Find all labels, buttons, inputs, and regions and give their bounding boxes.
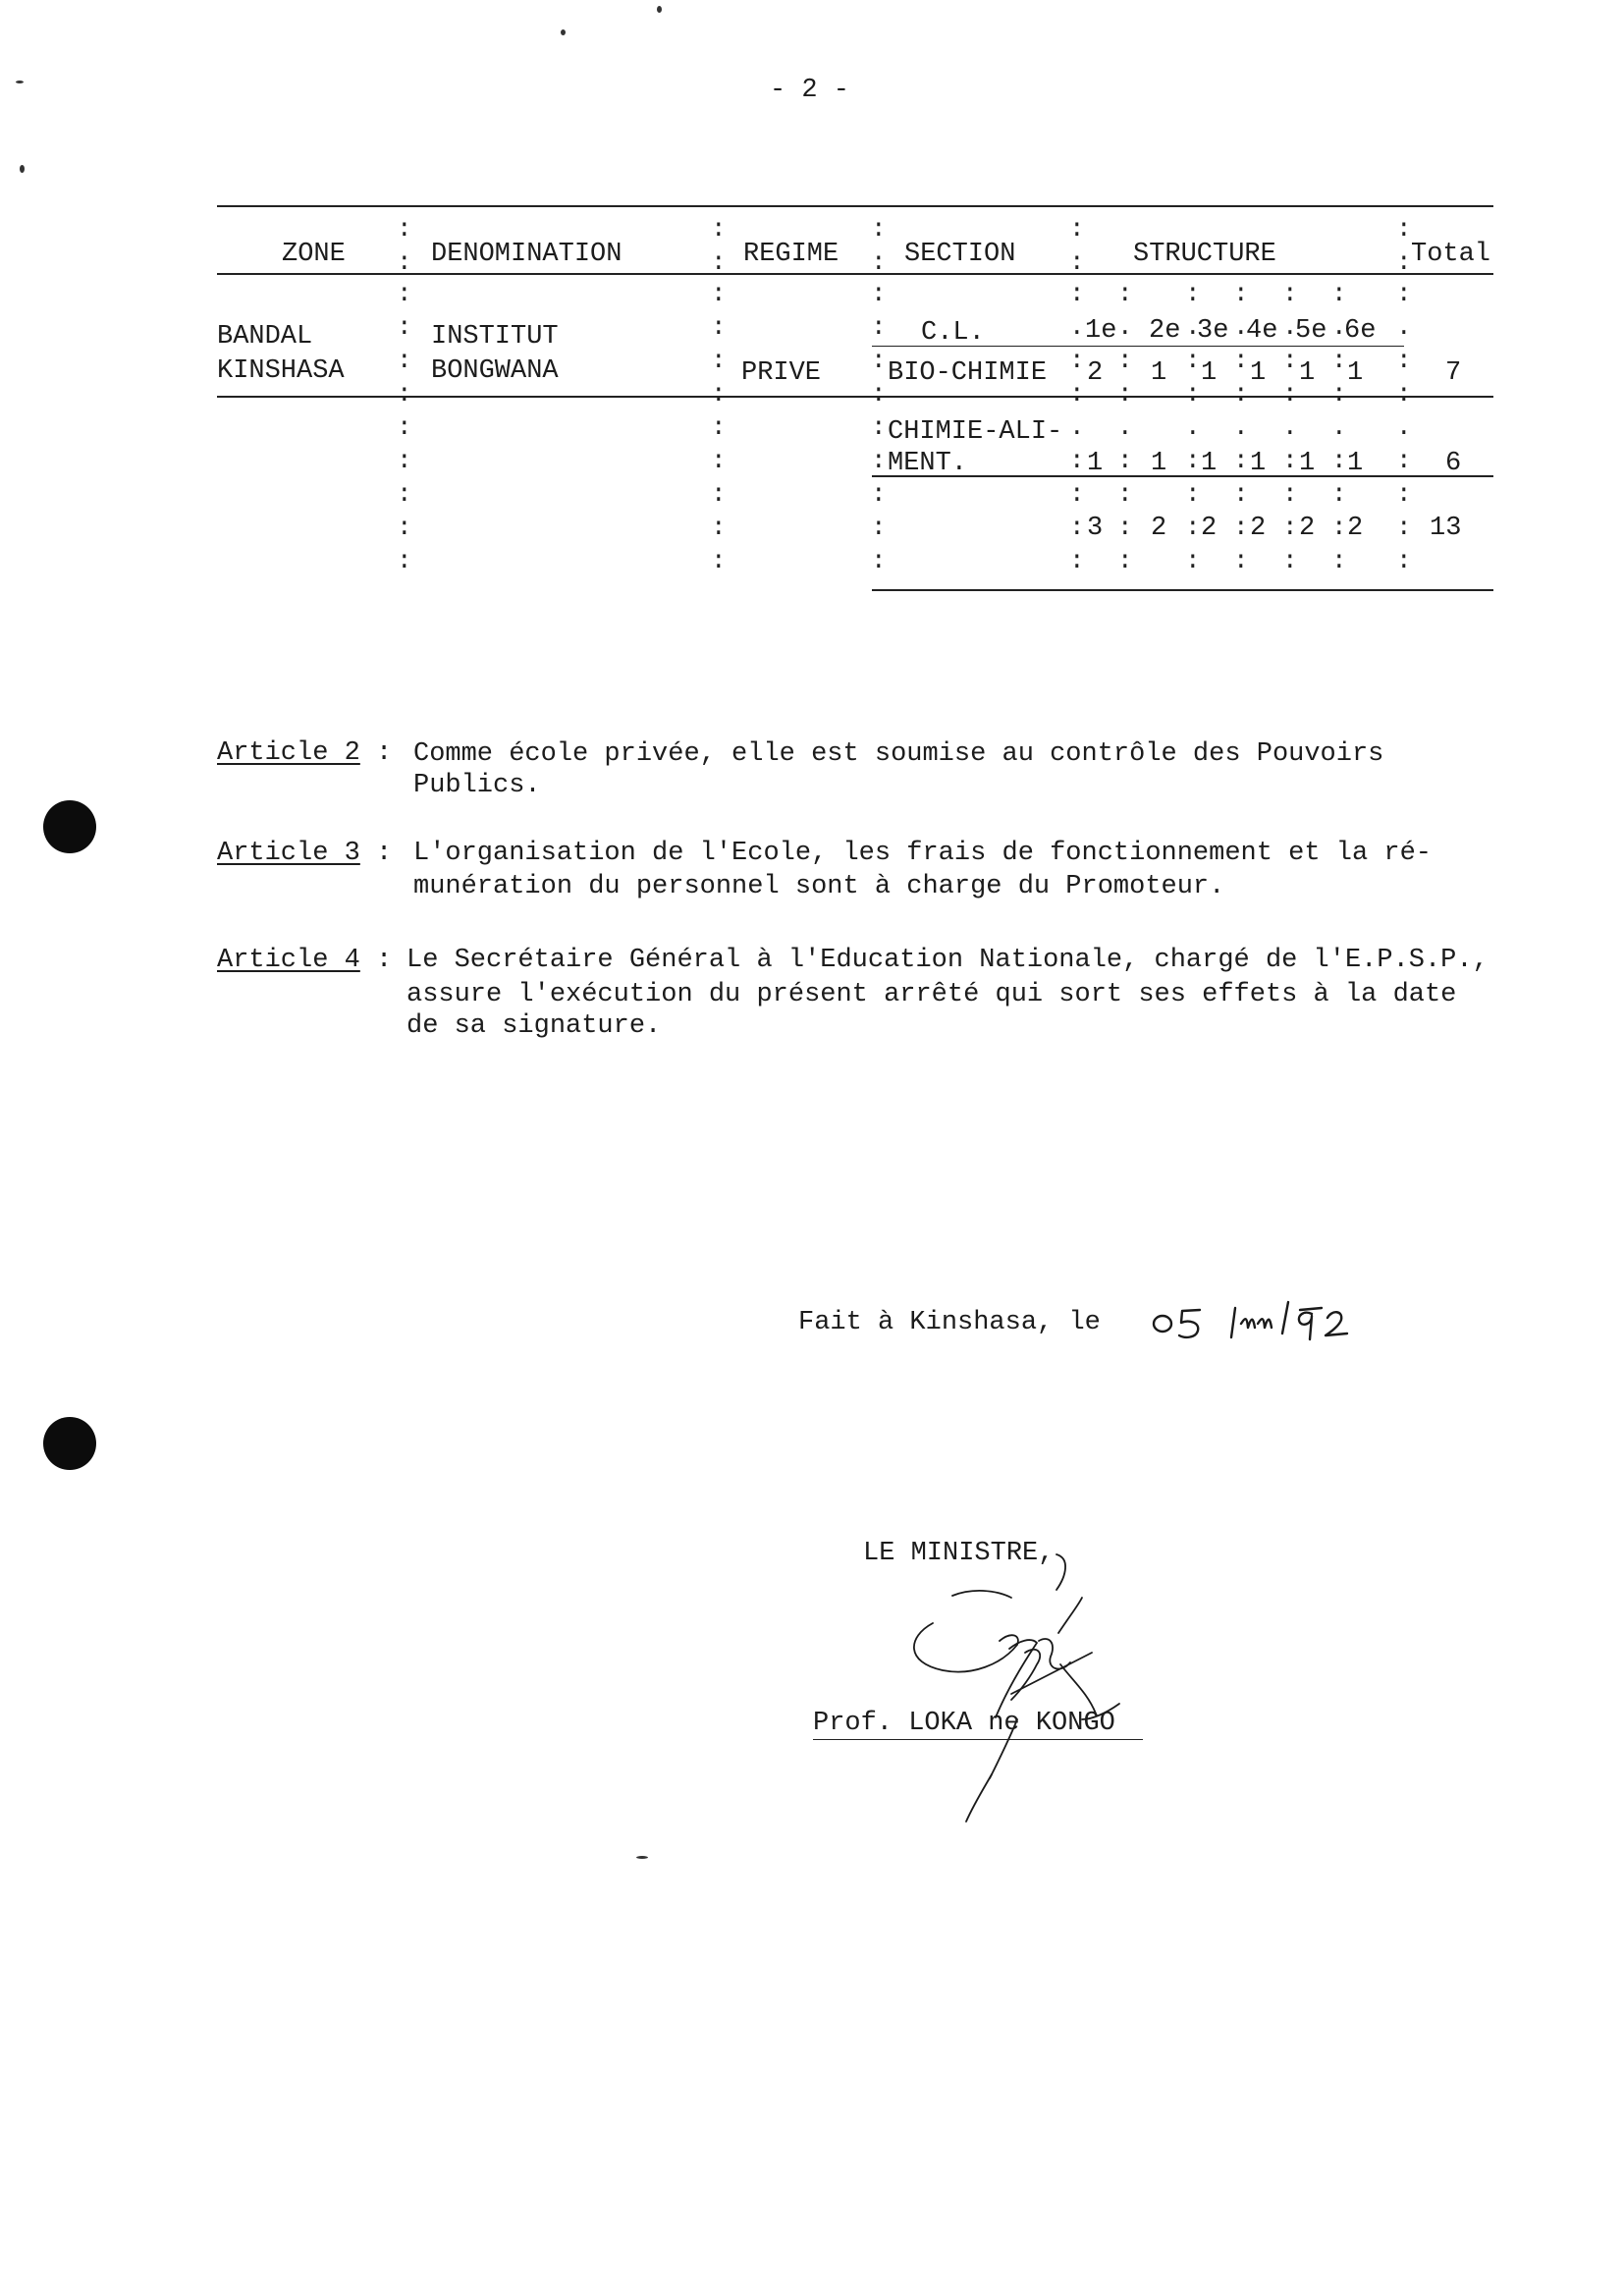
table-row-count: 2	[1250, 514, 1267, 543]
scan-speck	[636, 1856, 648, 1859]
article-text-line: Le Secrétaire Général à l'Education Nationale, chargé de l'E.P.S.P.,	[406, 946, 1489, 975]
table-top-rule	[217, 205, 1493, 207]
header-section: SECTION	[904, 240, 1016, 269]
section-cl: C.L.	[921, 318, 985, 348]
article-text-line: Publics.	[413, 771, 541, 800]
grade-3e: 3e	[1197, 316, 1229, 346]
grade-6e: 6e	[1344, 316, 1377, 346]
table-row-total: 6	[1445, 449, 1462, 478]
grade-separator: : . : : . : : : :	[1282, 279, 1298, 575]
signature-name: Prof. LOKA ne KONGO	[813, 1709, 1115, 1738]
grade-2e: 2e	[1149, 316, 1181, 346]
header-structure: STRUCTURE	[1133, 240, 1276, 269]
header-denomination: DENOMINATION	[431, 240, 623, 269]
table-row-count: 3	[1087, 514, 1104, 543]
article-text-line: de sa signature.	[406, 1011, 662, 1041]
table-row-count: 1	[1347, 358, 1364, 388]
article-label: Article 2 :	[217, 738, 393, 768]
table-row-count: 1	[1250, 449, 1267, 478]
grade-5e: 5e	[1295, 316, 1327, 346]
grade-1e: 1e	[1085, 316, 1117, 346]
column-separator: : : : : : : : : :	[871, 279, 887, 575]
scan-speck	[657, 6, 662, 13]
table-row-count: 1	[1087, 449, 1104, 478]
column-separator: : :	[397, 214, 412, 277]
grade-separator: : . : : . : : : :	[1331, 279, 1347, 575]
handwritten-date	[1149, 1294, 1371, 1345]
column-separator: : :	[711, 214, 727, 277]
article-text-line: Comme école privée, elle est soumise au contrôle des Pouvoirs	[413, 739, 1384, 769]
article-label-text: Article 3	[217, 839, 360, 868]
scan-speck	[20, 165, 25, 173]
article-label: Article 3 :	[217, 839, 393, 868]
table-row-total: 7	[1445, 358, 1462, 388]
regime-value: PRIVE	[741, 358, 822, 388]
denomination-line-2: BONGWANA	[431, 356, 559, 386]
article-label: Article 4 :	[217, 946, 393, 975]
scan-speck	[561, 29, 566, 35]
header-total: Total	[1411, 240, 1491, 269]
zone-line-2: KINSHASA	[217, 356, 345, 386]
place-date-prefix: Fait à Kinshasa, le	[798, 1308, 1101, 1337]
column-separator: : :	[871, 214, 887, 277]
punch-hole	[43, 800, 96, 853]
header-zone: ZONE	[282, 240, 346, 269]
grade-separator: : . : : . : : : :	[1185, 279, 1201, 575]
table-row-total: 13	[1430, 514, 1462, 543]
table-row-count: 1	[1201, 449, 1218, 478]
table-bottom-rule	[872, 589, 1493, 591]
article-text-line: munération du personnel sont à charge du Promoteur.	[413, 872, 1225, 901]
table-row-count: 2	[1299, 514, 1316, 543]
table-row-count: 2	[1347, 514, 1364, 543]
table-row-count: 2	[1151, 514, 1167, 543]
table-row-section: MENT.	[888, 449, 968, 478]
table-row-count: 1	[1201, 358, 1218, 388]
grade-separator: : . : : . : : : :	[1233, 279, 1249, 575]
punch-hole	[43, 1417, 96, 1470]
page-number: - 2 -	[770, 76, 850, 105]
table-row-count: 1	[1250, 358, 1267, 388]
table-row-count: 1	[1299, 449, 1316, 478]
table-row-count: 1	[1151, 449, 1167, 478]
table-row-count: 2	[1087, 358, 1104, 388]
table-row-count: 1	[1347, 449, 1364, 478]
column-separator: : :	[1069, 214, 1085, 277]
column-separator: : . : : . : : : :	[1396, 279, 1412, 575]
column-separator: : : : : : : : : :	[397, 279, 412, 575]
denomination-line-1: INSTITUT	[431, 322, 559, 352]
column-separator: : : : : : : : : :	[711, 279, 727, 575]
handwritten-signature	[864, 1547, 1178, 1841]
table-row-section: BIO-CHIMIE	[888, 358, 1048, 388]
table-row-count: 1	[1299, 358, 1316, 388]
grade-separator: : . : : . : : : :	[1069, 279, 1085, 575]
article-label-text: Article 2	[217, 738, 360, 768]
table-row-count: 1	[1151, 358, 1167, 388]
table-row-section: CHIMIE-ALI-	[888, 417, 1063, 447]
scan-speck	[16, 81, 24, 83]
article-text-line: assure l'exécution du présent arrêté qui sort ses effets à la date	[406, 980, 1457, 1009]
header-regime: REGIME	[743, 240, 839, 269]
grade-4e: 4e	[1246, 316, 1278, 346]
article-text-line: L'organisation de l'Ecole, les frais de fonctionnement et la ré-	[413, 839, 1432, 868]
grade-separator: : . : : . : : : :	[1117, 279, 1133, 575]
table-row-count: 2	[1201, 514, 1218, 543]
article-label-text: Article 4	[217, 946, 360, 975]
column-separator: : :	[1396, 214, 1412, 277]
signature-title: LE MINISTRE,	[863, 1539, 1055, 1568]
zone-line-1: BANDAL	[217, 322, 313, 352]
